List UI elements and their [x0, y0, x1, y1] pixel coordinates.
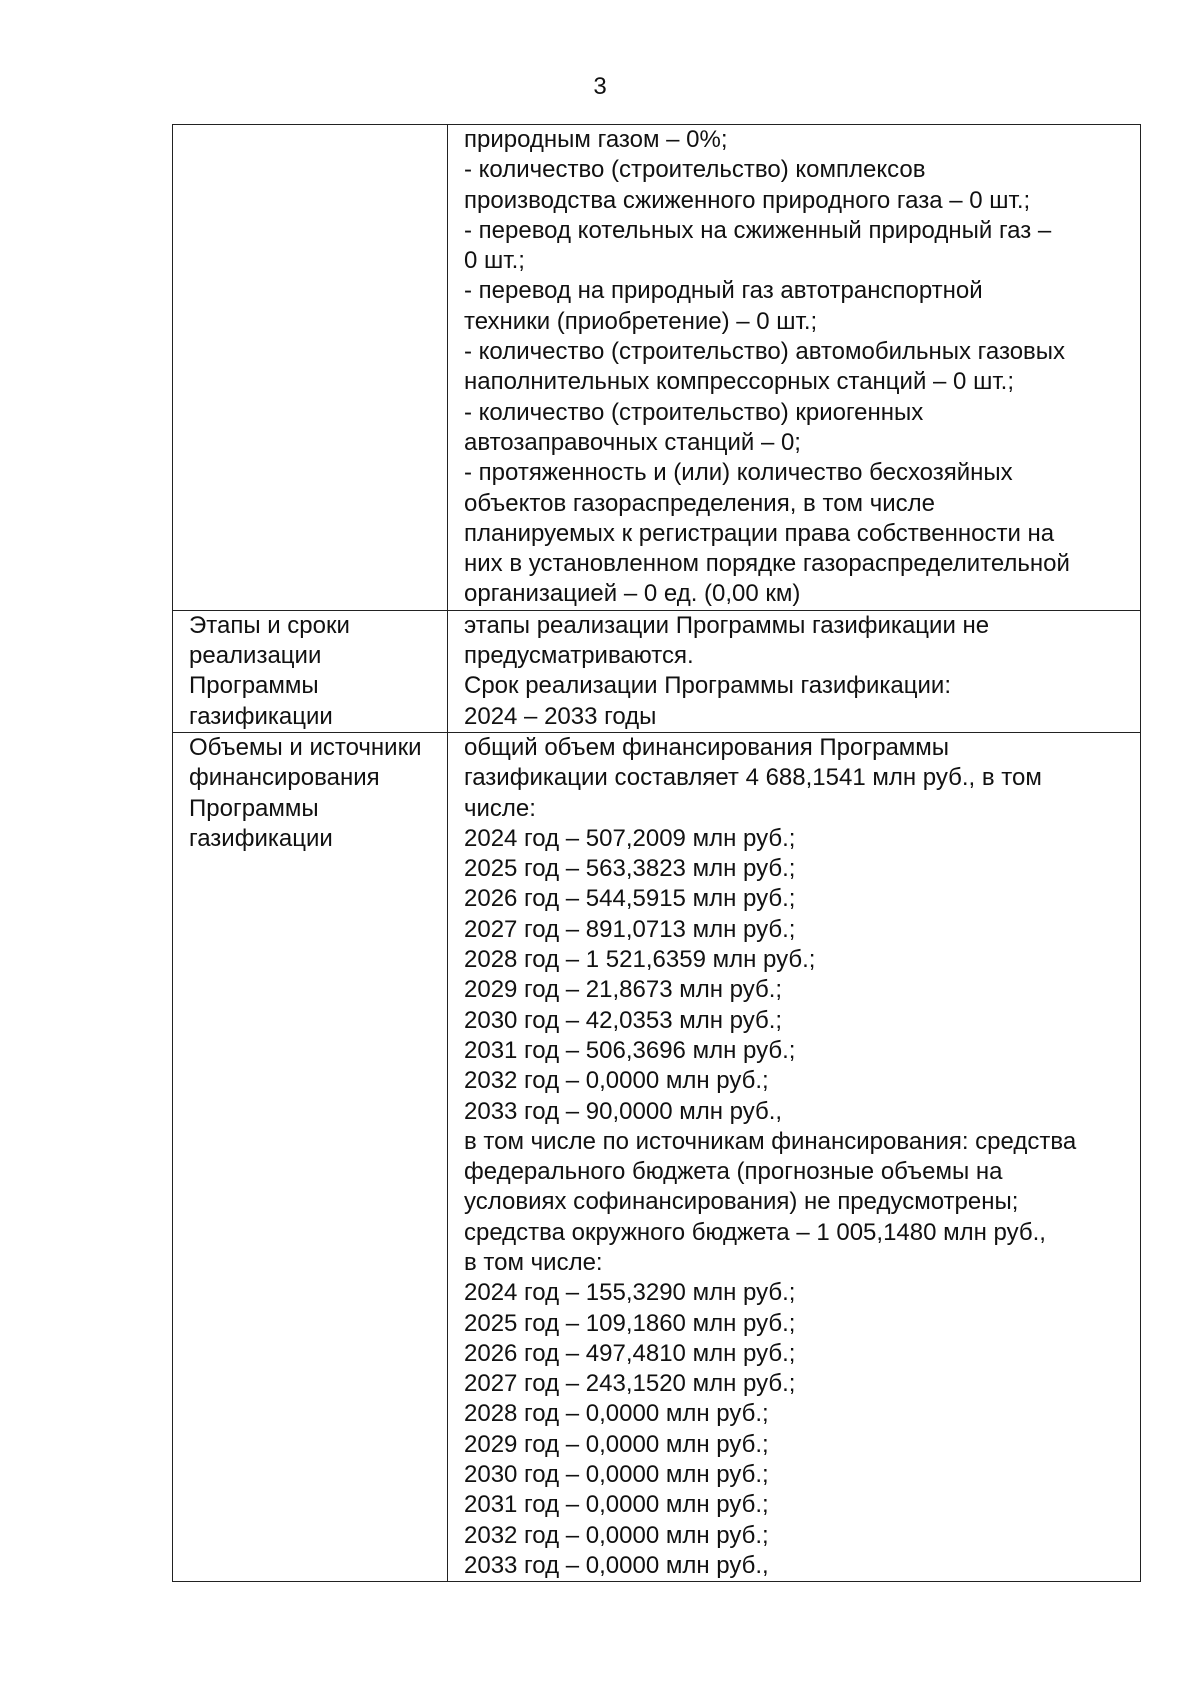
- row-label-cell: [173, 610, 448, 732]
- table-row: [173, 610, 1141, 732]
- label-line: Программы: [189, 672, 319, 700]
- content-line: 2033 год – 90,0000 млн руб.,: [464, 1097, 783, 1125]
- row-label: [189, 611, 447, 732]
- content-line: них в установленном порядке газораспределительной: [464, 550, 1070, 578]
- label-line: реализации: [189, 642, 322, 670]
- row-label-cell: [173, 125, 448, 611]
- content-line: 2029 год – 0,0000 млн руб.;: [464, 1430, 769, 1458]
- content-line: объектов газораспределения, в том числе: [464, 489, 935, 517]
- row-label-cell: [173, 732, 448, 1581]
- content-line: 2027 год – 891,0713 млн руб.;: [464, 915, 796, 943]
- content-line: средства окружного бюджета – 1 005,1480 млн руб.,: [464, 1218, 1046, 1246]
- content-line: 2024 год – 507,2009 млн руб.;: [464, 824, 796, 852]
- content-line: газификации составляет 4 688,1541 млн руб., в том: [464, 764, 1042, 792]
- content-line: - количество (строительство) комплексов: [464, 156, 926, 184]
- label-line: газификации: [189, 824, 333, 852]
- content-line: 2026 год – 497,4810 млн руб.;: [464, 1339, 796, 1367]
- content-line: федерального бюджета (прогнозные объемы на: [464, 1158, 1003, 1186]
- content-line: 2033 год – 0,0000 млн руб.,: [464, 1551, 769, 1579]
- content-line: условиях софинансирования) не предусмотрены;: [464, 1188, 1019, 1216]
- content-line: планируемых к регистрации права собственности на: [464, 519, 1055, 547]
- content-line: 2029 год – 21,8673 млн руб.;: [464, 976, 783, 1004]
- content-line: в том числе по источникам финансирования: средства: [464, 1127, 1077, 1155]
- content-line: этапы реализации Программы газификации не: [464, 611, 990, 639]
- row-content: [464, 125, 1140, 610]
- content-line: наполнительных компрессорных станций – 0 шт.;: [464, 368, 1014, 396]
- content-line: - перевод котельных на сжиженный природный газ –: [464, 216, 1052, 244]
- content-line: техники (приобретение) – 0 шт.;: [464, 307, 818, 335]
- content-line: 2030 год – 42,0353 млн руб.;: [464, 1006, 783, 1034]
- row-content-cell: [448, 610, 1141, 732]
- table-row: [173, 732, 1141, 1581]
- row-content-cell: [448, 125, 1141, 611]
- content-line: 2025 год – 563,3823 млн руб.;: [464, 855, 796, 883]
- row-label: [189, 733, 447, 854]
- content-line: 2030 год – 0,0000 млн руб.;: [464, 1461, 769, 1489]
- content-line: Срок реализации Программы газификации:: [464, 672, 952, 700]
- label-line: газификации: [189, 702, 333, 730]
- content-line: 2031 год – 506,3696 млн руб.;: [464, 1036, 796, 1064]
- program-passport-table: [172, 124, 1141, 1582]
- table-row: [173, 125, 1141, 611]
- page-number: 3: [593, 73, 607, 100]
- content-line: организацией – 0 ед. (0,00 км): [464, 580, 801, 608]
- label-line: финансирования: [189, 764, 380, 792]
- row-content-cell: [448, 732, 1141, 1581]
- content-line: 2024 год – 155,3290 млн руб.;: [464, 1279, 796, 1307]
- label-line: Объемы и источники: [189, 733, 422, 761]
- content-line: производства сжиженного природного газа – 0 шт.;: [464, 186, 1031, 214]
- content-line: природным газом – 0%;: [464, 126, 728, 153]
- content-line: в том числе:: [464, 1248, 603, 1276]
- content-line: - количество (строительство) криогенных: [464, 398, 924, 426]
- content-line: 0 шт.;: [464, 247, 525, 275]
- content-line: - протяженность и (или) количество бесхозяйных: [464, 459, 1013, 487]
- table-body: [173, 125, 1141, 1582]
- content-line: - перевод на природный газ автотранспортной: [464, 277, 983, 305]
- content-line: числе:: [464, 794, 536, 822]
- content-line: 2031 год – 0,0000 млн руб.;: [464, 1491, 769, 1519]
- content-line: 2026 год – 544,5915 млн руб.;: [464, 885, 796, 913]
- label-line: Этапы и сроки: [189, 611, 350, 639]
- content-line: - количество (строительство) автомобильных газовых: [464, 338, 1066, 366]
- row-content: [464, 611, 1140, 732]
- content-line: 2027 год – 243,1520 млн руб.;: [464, 1370, 796, 1398]
- content-line: 2032 год – 0,0000 млн руб.;: [464, 1067, 769, 1095]
- content-line: 2024 – 2033 годы: [464, 702, 657, 730]
- content-line: 2025 год – 109,1860 млн руб.;: [464, 1309, 796, 1337]
- label-line: Программы: [189, 794, 319, 822]
- content-line: 2028 год – 0,0000 млн руб.;: [464, 1400, 769, 1428]
- content-line: автозаправочных станций – 0;: [464, 428, 801, 456]
- content-line: предусматриваются.: [464, 642, 694, 670]
- row-content: [464, 733, 1140, 1581]
- content-line: общий объем финансирования Программы: [464, 733, 950, 761]
- content-line: 2032 год – 0,0000 млн руб.;: [464, 1521, 769, 1549]
- content-line: 2028 год – 1 521,6359 млн руб.;: [464, 946, 816, 974]
